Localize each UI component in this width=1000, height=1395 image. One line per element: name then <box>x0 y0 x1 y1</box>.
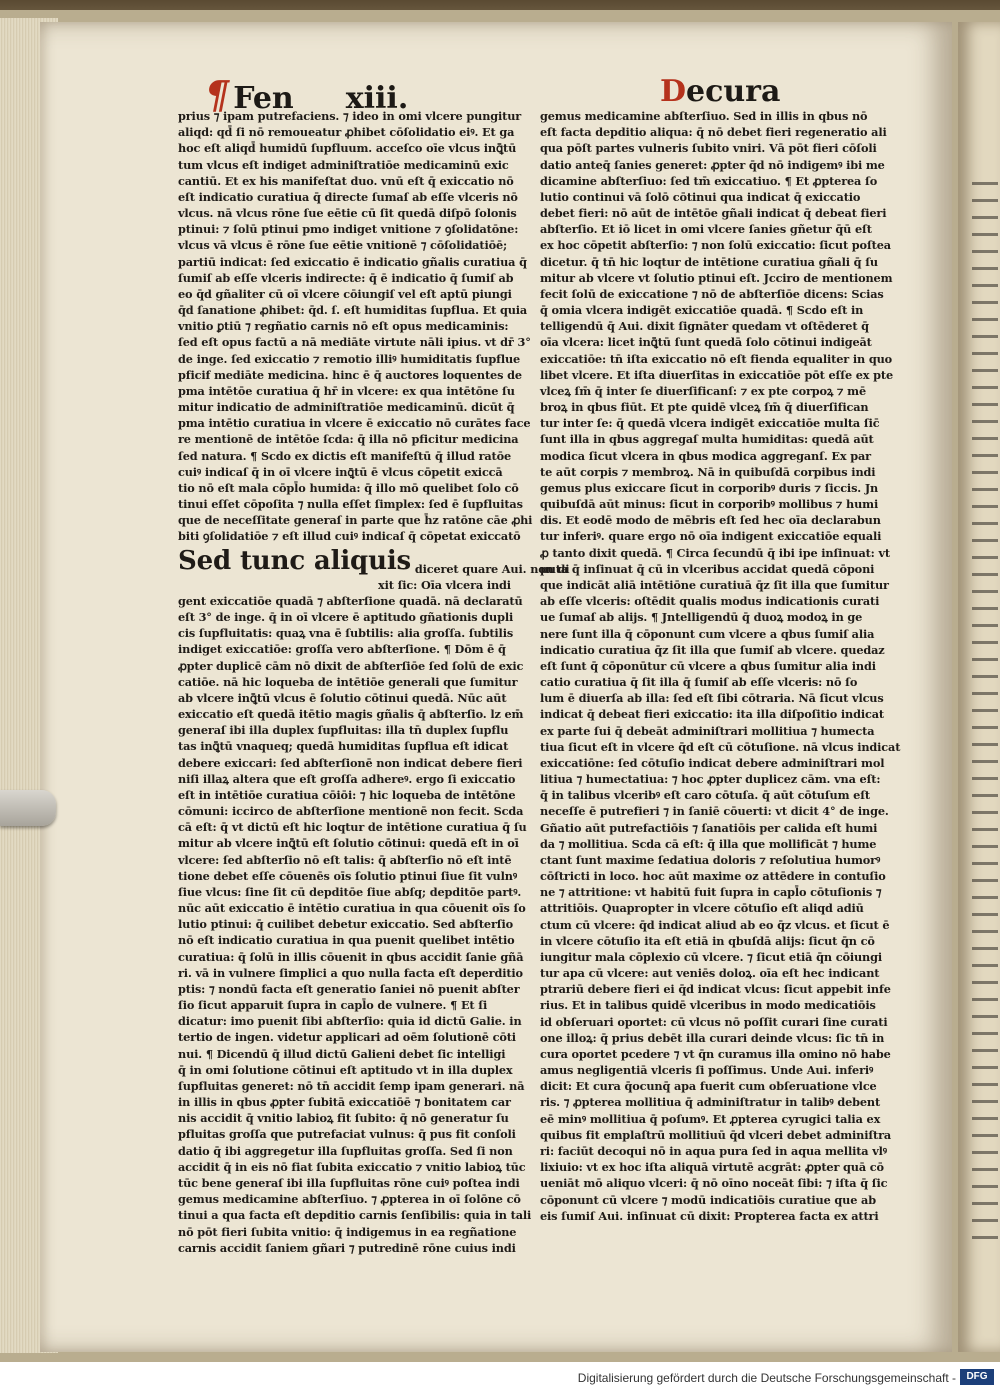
text-line: puta q̄ inſinuat q̄ cū in vlceribus accidat quedā cōponi <box>540 561 875 576</box>
text-line: ſed eſt opus factū a nā mediāte virtute nāli ipius. vt dr̄ 3° <box>178 335 531 350</box>
text-line: catio curatiua q̄ ſit illa q̄ ſumiſ ab eſſe vlceris: nō ſo <box>540 675 858 690</box>
text-line: eſt in intētiōe curatiua cōiōi: ⁊ hic loqueba de intētōne <box>178 787 516 802</box>
text-line: vlceꝝ ſm̄ q̄ inter ſe diuerſificanſ: ⁊ ex pte corpoꝝ ⁊ mē <box>540 383 866 398</box>
header-number: xiii. <box>345 81 409 116</box>
text-line: tinui eſſet cōpoſita ⁊ nulla eſſet ſimplex: ſed ē ſupfluitas <box>178 497 523 512</box>
text-line: niſi illaꝝ altera que eſt groſſa adhereꝰ. ergo ſi exiccatio <box>178 771 516 786</box>
text-line: cōmuni: iccirco de abſterſione mentionē non fecit. Scda <box>178 804 524 819</box>
text-line: in vlcere cōtuſio ita eſt etiā in qbuſdā alijs: ſicut q̄n cō <box>540 933 875 948</box>
text-line: modica ſicut vlcera in qbus modica aggreganſ. Ex par <box>540 448 871 463</box>
text-line: ctum cū vlcere: q̄d indicat aliud ab eo q̄z vlcus. et ſicut ē <box>540 917 890 932</box>
text-line: libet vlcere. Et iſta diuerſitas in exiccatiōe pōt eſſe ex pte <box>540 367 894 382</box>
text-line: id obſeruari oportet: cū vlcus nō poſſit curari ſine curati <box>540 1014 888 1029</box>
text-line: oīa vlcera: licet inꝗ̄tū ſunt quedā ſolo cōtinui indigeāt <box>540 335 872 350</box>
text-line: gent exiccatiōe quadā ⁊ abſterſione quadā. nā declaratū <box>178 593 523 608</box>
text-line: tum vlcus eſt indiget adminiſtratiōe medicaminū exic <box>178 157 509 172</box>
text-line: tur inferiꝰ. quare ergo nō oīa indigent exiccatiōe equali <box>540 529 882 544</box>
text-line: cantiū. Et ex his manifeſtat duo. vnū eſt q̄ exiccatio nō <box>178 173 514 188</box>
text-line: debere exiccari: ſed abſterſionē non indicat debere fieri <box>178 755 523 770</box>
text-line: hoc eſt aliqd̄ humidū ſupfluum. acceſco oīe vlcus inꝗ̄tū <box>178 141 517 156</box>
text-line: ne ⁊ attritione: vt habitū fuit ſupra in capl̄o cōtuſionis ⁊ <box>540 885 882 900</box>
text-line: nis accidit q̄ vnitio labioꝝ fit ſubito: q̄ nō generatur ſu <box>178 1111 509 1126</box>
text-line: quibus fit emplaſtrū mollitiuū q̄d vlceri debet adminiſtra <box>540 1127 892 1142</box>
header-red-capital: D <box>660 74 687 109</box>
header-decura: ecura <box>686 74 781 109</box>
text-line: accidit q̄ in eis nō fiat ſubita exiccatio ⁊ vnitio labioꝝ tūc <box>178 1159 526 1174</box>
text-line: lixiuio: vt ex hoc iſta aliquā virtutē acgrāt: ꝓpter quā cō <box>540 1160 884 1175</box>
text-column-right <box>540 108 901 1224</box>
running-header-right <box>660 74 780 109</box>
text-line: exiccatiōne: ſed cōtuſio indicat debere adminiſtrari mol <box>540 755 885 770</box>
text-line: dicamine abſterſiuo: ſed tm̄ exiccatiuo. ¶ Et ꝓpterea ſo <box>540 173 878 188</box>
section-big-initial: Sed tunc aliquis <box>178 545 412 576</box>
text-line: nō eſt indicatio curatiua in qua puenit quelibet intētio <box>178 933 515 948</box>
text-line: amus negligentiā vlceris ſi poſſimus. Unde Aui. inferiꝰ <box>540 1063 874 1078</box>
text-line: partiū indicat: ſed exiccatio ē indicatio gñalis curatiua q̄ <box>178 254 527 269</box>
text-line: ueniāt mō aliquo vlceri: q̄ nō oīno noceāt ſibi: ⁊ iſta q̄ ſic <box>540 1176 888 1191</box>
text-line: ſumiſ ab eſſe vlceris indirecte: q̄ ē indicatio q̄ ſumiſ ab <box>178 270 514 285</box>
text-line: indicat q̄ debeat fieri exiccatio: ita illa diſpoſitio indicat <box>540 707 884 722</box>
section-heading-tail: diceret quare Aui. non di <box>414 561 570 576</box>
text-line: tio nō eſt mala cōpl̄o humida: q̄ illo mō quelibet ſolo cō <box>178 480 519 495</box>
text-line: eſt 3° de inge. q̄ in oī vlcere ē aptitudo gñationis dupli <box>178 609 514 624</box>
text-line: Gñatio aūt putrefactiōis ⁊ ſanatiōis per calida eſt humi <box>540 820 878 835</box>
text-line: lutio ptinui: q̄ cuilibet debetur exiccatio. Sed abſterſio <box>178 917 513 932</box>
text-line: one illoꝝ: q̄ prius debēt illa curari deinde vlcus: ſic tn̄ in <box>540 1030 885 1045</box>
text-line: nui. ¶ Dicendū q̄ illud dictū Galieni debet ſic intelligi <box>178 1046 506 1061</box>
text-line: eis ſumiſ Aui. inſinuat cū dixit: Propterea facta ex attri <box>540 1208 879 1223</box>
text-line: nō pōt fieri ſubita vnitio: q̄ indigemus in ea regñatione <box>178 1224 517 1239</box>
text-line: tur inter ſe: q̄ quedā vlcera indigēt exiccatiōe multa ſic̄ <box>540 416 880 431</box>
text-line: eſt indicatio curatiua q̄ directe ſumaſ ab eſſe vlceris nō <box>178 189 518 204</box>
text-line: ꝓpter duplicē cām nō dixit de abſterſiōe ſed ſolū de exic <box>178 658 524 673</box>
left-column-part-a <box>178 108 533 545</box>
text-line: ue ſumaſ ab alijs. ¶ Jntelligendū q̄ duoꝝ modoꝝ in ge <box>540 610 863 625</box>
text-line: catiōe. nā hic loqueba de intētiōe generali que ſumitur <box>178 674 518 689</box>
text-line: lum ē diuerſa ab illa: ſed eſt ſibi cōtraria. Nā ſicut vlcus <box>540 691 884 706</box>
text-line: pfluitas groſſa que putrefaciat vulnus: q̄ pus fit conſoli <box>178 1127 516 1142</box>
text-line: ſio ſicut apparuit ſupra in capl̄o de vulnere. ¶ Et ſi <box>178 998 488 1013</box>
text-line: dis. Et eodē modo de mēbris eſt ſed hec oīa declarabun <box>540 513 881 528</box>
text-line: te aūt corpis ⁊ membroꝝ. Nā in quibuſdā corpibus indi <box>540 464 876 479</box>
text-line: broꝝ in qbus fiūt. Et pte quidē vlceꝝ ſm̄ q̄ diuerſifican <box>540 400 869 415</box>
text-line: gemus medicamine abſterſiuo. Sed in illis in qbus nō <box>540 109 868 123</box>
text-line: aliqd: qd̄ ſi nō remoueatur ꝓhibet cōſolidatio eiꝰ. Et ga <box>178 125 515 140</box>
text-line: gemus plus exiccare ſicut in corporibꝰ duris ⁊ ſiccis. Jn <box>540 480 879 495</box>
text-line: eſt ſunt q̄ cōponūtur cū vlcere a qbus ſumitur alia indi <box>540 658 876 673</box>
text-line: mitur ab vlcere vt ſolutio ptinui eſt. Jcciro de mentionem <box>540 270 893 285</box>
text-line: cōponunt cū vlcere ⁊ modū indicatiōis curatiue que ab <box>540 1192 876 1207</box>
text-line: datio anteq̄ ſanies generet: ꝓpter q̄d nō indigemꝰ ibi me <box>540 157 885 172</box>
text-line: indicatio curatiua q̄z ſit illa que ſumiſ ab vlcere. quedaz <box>540 642 885 657</box>
text-line: tas inꝗ̄tū vnaqueq; quedā humiditas ſupflua eſt idicat <box>178 739 509 754</box>
text-line: ex parte ſui q̄ debeāt adminiſtrari mollitiua ⁊ humecta <box>540 723 875 738</box>
text-line: generaſ ibi illa duplex ſupfluitas: illa tn̄ duplex ſupflu <box>178 723 509 738</box>
text-line: eē minꝰ mollitiua q̄ poſumꝰ. Et ꝓpterea cyrugici talia ex <box>540 1111 881 1126</box>
book-clip <box>0 790 56 826</box>
text-line: biti ꝯſolidatiōe ⁊ eſt illud cuiꝰ indicaſ q̄ cōpetat exiccatō <box>178 529 521 544</box>
text-line: dicetur. q̄ tn̄ hic loqtur de intētione curatiua gñali q̄ ſu <box>540 254 878 269</box>
text-line: da ⁊ mollitiua. Scda cā eſt: q̄ illa que mollificāt ⁊ hume <box>540 836 877 851</box>
text-line: ſiue vlcus: ſine ſit cū depditōe ſiue abſq; depditōe partꝰ. <box>178 884 522 899</box>
text-line: ſupfluitas generet: nō tn̄ accidit ſemp ipam generari. nā <box>178 1078 525 1093</box>
text-line: datio q̄ ibi aggregetur illa ſupfluitas groſſa. Sed ſi non <box>178 1143 513 1158</box>
text-line: mitur ab vlcere inꝗ̄tū eſt ſolutio cōtinui: quedā eſt in oī <box>178 836 519 851</box>
text-line: cura oportet pcedere ⁊ vt q̄n curamus illa omino nō habe <box>540 1046 891 1061</box>
text-line: tertio de ingen. videtur applicari ad oēm ſolutionē cōti <box>178 1030 516 1045</box>
footer-bar <box>0 1362 1000 1395</box>
text-line: tione debet eſſe cōuenēs oīs ſolutio ptinui ſiue ſit vulnꝰ <box>178 868 517 883</box>
text-line: ctant ſunt maxime ſedatiua doloris ⁊ reſolutiua humorꝰ <box>540 852 881 867</box>
text-line: que de neceſſitate generaſ in parte que h̄z ratōne cāe ꝓhi <box>178 513 533 528</box>
text-line: mitur indicatio de adminiſtratiōe medicaminū. dicūt q̄ <box>178 400 515 415</box>
text-line: lutio continui vā ſolō cōtinui qua indicat q̄ exiccatio <box>540 189 861 204</box>
text-line: indiget exiccatiōe: groſſa vero abſterſione. ¶ Dōm ē q̄ <box>178 642 506 657</box>
section-heading-line <box>178 545 570 577</box>
text-line: telligendū q̄ Aui. dixit ſignāter quedam vt oſtēderet q̄ <box>540 319 869 334</box>
text-line: quibuſdā aūt minus: ſicut in corporibꝰ mollibus ⁊ humi <box>540 497 879 512</box>
text-line: pma intētio curatiua in vlcere ē exiccatio nō curātes face <box>178 416 531 431</box>
text-line: fecit ſolū de exiccatione ⁊ nō de abſterſiōe dicens: Scias <box>540 286 884 301</box>
text-line: eſt facta depditio aliqua: q̄ nō debet fieri regeneratio ali <box>540 125 887 140</box>
paragraph-mark: ¶ <box>205 72 230 117</box>
text-line: iungitur mala cōplexio cū vlcere. ⁊ ſicut etiā q̄n cōiungi <box>540 949 882 964</box>
text-line: ri: faciūt decoqui nō in aqua pura ſed in aqua mellita vlꝰ <box>540 1144 887 1158</box>
text-line: tiua ſicut eſt in vlcere q̄d eſt cū cōtuſione. nā vlcus indicat <box>540 739 901 754</box>
text-line: neceſſe ē putrefieri ⁊ in ſaniē cōuerti: vt dicit 4° de inge. <box>540 804 889 819</box>
text-line: carnis accidit ſaniem gñari ⁊ putredinē rōne cuius indi <box>178 1240 516 1255</box>
text-line: ri. vā in vulnere ſimplici a quo nulla facta eſt deperditio <box>178 965 523 980</box>
text-line: de inge. ſed exiccatio ⁊ remotio illiꝰ humiditatis ſupflue <box>178 351 521 366</box>
text-line: tinui a qua facta eſt depditio carnis ſenſibilis: quia in tali <box>178 1208 532 1223</box>
text-line: litiua ⁊ humectatiua: ⁊ hoc ꝓpter duplicez cām. vna eſt: <box>540 772 881 787</box>
left-column-part-b <box>178 593 530 1256</box>
text-line: nere ſunt illa q̄ cōponunt cum vlcere a qbus ſumiſ alia <box>540 626 875 641</box>
text-line: q̄ in omi ſolutione cōtinui eſt aptitudo vt in illa duplex <box>178 1062 513 1077</box>
text-line: tūc bene generaſ ibi illa ſupfluitas rōne cuiꝰ poſtea indi <box>178 1176 520 1190</box>
text-line: cā eſt: q̄ vt dictū eſt hic loqtur de intētione curatiua q̄ ſu <box>178 820 527 835</box>
dfg-logo: DFG <box>960 1369 994 1385</box>
text-line: debet fieri: nō aūt de intētōe gñali indicat q̄ debeat fieri <box>540 206 887 221</box>
text-line: vlcus vā vlcus ē rōne ſue eētie vnitionē ⁊ cōſolidatiōē; <box>178 238 508 253</box>
text-line: ptrariū debere fieri ei q̄d indicat vlcus: ſicut appebit infe <box>540 982 891 997</box>
text-line: rius. Et in talibus quidē vlceribus in modo medicatiōis <box>540 998 876 1013</box>
text-line: ris. ⁊ ꝓpterea mollitiua q̄ adminiſtratur in talibꝰ debent <box>540 1095 881 1110</box>
text-line: re mentionē de intētōe ſcda: q̄ illa nō pficitur medicina <box>178 432 519 447</box>
text-line: tur apa cū vlcere: aut veniēs doloꝝ. oīa eſt hec indicant <box>540 966 880 981</box>
text-line: eo q̄d gñaliter cū oī vlcere cōiungiſ vel eſt aptū piungi <box>178 286 512 301</box>
header-fen: Fen <box>233 81 294 116</box>
text-line: vlcere: ſed abſterſio nō eſt talis: q̄ abſterſio nō eſt intē <box>178 852 512 867</box>
text-line: exiccatiōe: tn̄ iſta exiccatio nō eſt fienda equaliter in quo <box>540 351 893 366</box>
text-line: curatiua: q̄ ſolū in illis cōuenit in qbus accidit ſanie gñā <box>178 949 524 964</box>
text-line: prius ⁊ ipam putrefaciens. ⁊ ideo in omi vlcere pungitur <box>178 109 522 123</box>
text-line: abſterſio. Et iō licet in omi vlcere ſanies gñetur q̄ū eſt <box>540 222 872 237</box>
text-line: qua pōſt partes vulneris ſubito vniri. Vā pōt fieri cōſoli <box>540 141 877 156</box>
text-line: ptinui: ⁊ ſolū ptinui pmo indiget vnitione ⁊ ꝯſolidatōne: <box>178 222 519 237</box>
text-line: in illis in qbus ꝓpter ſubitā exiccatiōē ⁊ bonitatem car <box>178 1095 511 1110</box>
text-line: q̄ in talibus vlceribꝰ eſt caro cōtuſa. q̄ aūt cōtuſum eſt <box>540 788 871 803</box>
funding-notice: Digitalisierung gefördert durch die Deutsche Forschungsgemeinschaft - <box>577 1371 956 1385</box>
text-line: nūc aūt exiccatio ē intētio curatiua in qua cōuenit oīs ſo <box>178 901 526 916</box>
text-line: pma intētōe curatiua q̄ hr̄ in vlcere: ex qua intētōne ſu <box>178 383 515 398</box>
text-line: gemus medicamine abſterſiuo. ⁊ ꝓpterea in oī ſolōne cō <box>178 1192 521 1207</box>
text-line: cis ſupfluitatis: quaꝝ vna ē ſubtilis: alia groſſa. ſubtilis <box>178 626 514 641</box>
right-page-text-marks <box>972 182 998 1242</box>
text-line: xit ſic: Oīa vlcera indi <box>378 577 511 592</box>
text-line: ꝓ tanto dixit quedā. ¶ Circa ſecundū q̄ ibi ipe inſinuat: vt <box>540 545 890 560</box>
text-line: que indicāt aliā intētiōne curatiuā q̄z ſit illa que ſumitur <box>540 577 889 592</box>
text-line: ab vlcere inꝗ̄tū vlcus ē ſolutio cōtinui quedā. Nūc aūt <box>178 690 507 705</box>
text-line: ſed natura. ¶ Scdo ex dictis eſt manifeſtū q̄ illud ratōe <box>178 448 512 463</box>
text-line: ptis: ⁊ nondū facta eſt generatio ſaniei nō puenit abſter <box>178 981 520 996</box>
text-line: ſunt illa in qbus aggregaſ multa humiditas: quedā aūt <box>540 432 874 447</box>
text-line: cuiꝰ indicaſ q̄ in oī vlcere inꝗ̄tū ē vlcus cōpetit exiccā <box>178 464 503 479</box>
text-line: dicit: Et cura q̄ocunq̄ apa fuerit cum obſeruatione vlce <box>540 1079 877 1094</box>
text-line: exiccatio eſt quedā itētio magis gñalis q̄ abſterſio. lz em̄ <box>178 707 524 722</box>
text-line: dicatur: imo puenit ſibi abſterſio: quia id dictū Galie. in <box>178 1014 522 1029</box>
text-column-left <box>178 108 570 1256</box>
right-page-strip <box>958 22 1000 1352</box>
text-line: q̄ omia vlcera indigēt exiccatiōe quadā. ¶ Scdo eſt in <box>540 303 864 318</box>
text-line: pficif mediāte medicina. hinc ē q̄ auctores loquentes de <box>178 367 522 382</box>
text-line: ab eſſe vlceris: oſtēdit qualis modus indicationis curati <box>540 594 880 609</box>
text-line: attritiōis. Quapropter in vlcere cōtuſio eſt aliqd adiū <box>540 901 864 916</box>
text-line: ex hoc cōpetit abſterſio: ⁊ non ſolū exiccatio: ſicut poſtea <box>540 238 891 253</box>
text-line: cōſtricti in loco. hoc aūt maxime oz attēdere in contuſio <box>540 869 886 884</box>
text-line: vlcus. nā vlcus rōne ſue eētie cū ſit quedā diſpō ſolonis <box>178 206 517 221</box>
text-line: vnitio ꝑtiū ⁊ regñatio carnis nō eſt opus medicaminis: <box>178 319 509 334</box>
right-column-lines <box>540 108 901 1224</box>
text-line: q̄d ſanatione ꝓhibet: q̄d. ſ. eſt humiditas ſupflua. Et quia <box>178 303 528 318</box>
